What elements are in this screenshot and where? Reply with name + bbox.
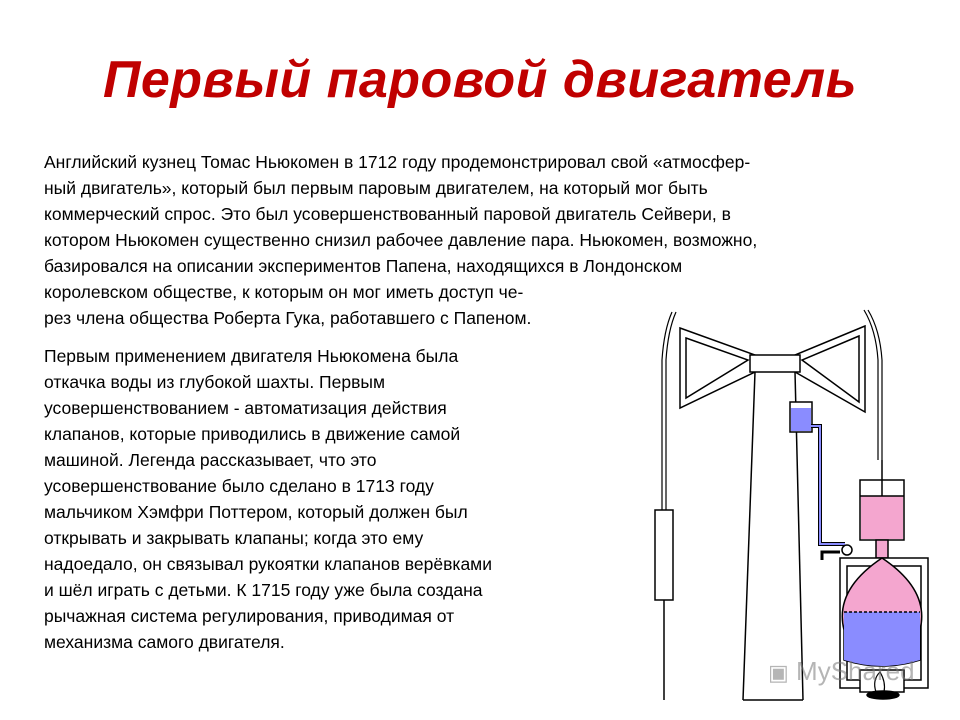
injection-pipe [811,426,845,544]
paragraph-line: и шёл играть с детьми. К 1715 году уже была создана [44,580,483,600]
paragraph-application [44,343,604,655]
paragraph-line: королевском обществе, к которым он мог иметь доступ че- [44,282,524,302]
slide-title: Первый паровой двигатель [102,51,858,109]
paragraph-line: котором Ньюкомен существенно снизил рабочее давление пара. Ньюкомен, возможно, [44,230,758,250]
paragraph-line: открывать и закрывать клапаны; когда это ему [44,528,424,548]
paragraph-line: надоедало, он связывал рукоятки клапанов верёвками [44,554,492,574]
paragraph-line: мальчиком Хэмфри Поттером, который должен был [44,502,468,522]
paragraph-line: рез члена общества Роберта Гука, работавшего с Папеном. [44,308,532,328]
watermark-text: MyShared [796,656,915,686]
paragraph-line: ный двигатель», который был первым паровым двигателем, на который мог быть [44,178,708,198]
paragraph-line: Английский кузнец Томас Ньюкомен в 1712 году продемонстрировал свой «атмосфер- [44,152,751,172]
paragraph-line: машиной. Легенда рассказывает, что это [44,450,377,470]
paragraph-line: рычажная система регулирования, приводимая от [44,606,455,626]
valve-icon [842,545,852,555]
watermark [768,656,915,687]
paragraph-line: усовершенствование было сделано в 1713 году [44,476,434,496]
newcomen-engine-diagram [640,300,960,710]
myshared-logo-icon: ▣ [768,660,789,685]
paragraph-line: Первым применением двигателя Ньюкомена была [44,346,459,366]
tower-left [743,372,755,700]
paragraph-line: механизма самого двигателя. [44,632,285,652]
paragraph-line: коммерческий спрос. Это был усовершенствованный паровой двигатель Сейвери, в [44,204,731,224]
paragraph-line: откачка воды из глубокой шахты. Первым [44,372,385,392]
pump-cylinder [655,510,673,600]
paragraph-line: усовершенствованием - автоматизация действия [44,398,447,418]
rocking-beam [680,326,865,412]
paragraph-line: базировался на описании экспериментов Папена, находящихся в Лондонском [44,256,683,276]
right-chain [864,310,882,460]
left-chain [662,312,676,510]
paragraph-line: клапанов, которые приводились в движение самой [44,424,461,444]
